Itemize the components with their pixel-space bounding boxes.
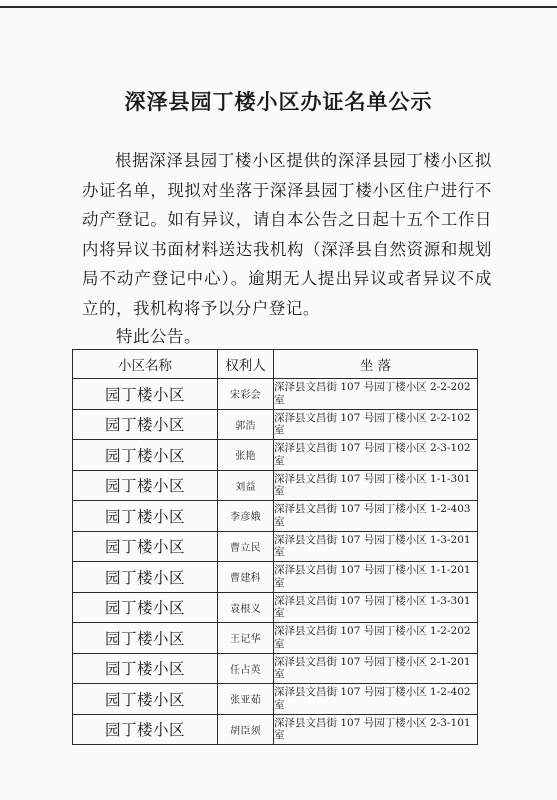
cell-owner: 王记华	[218, 623, 274, 654]
header-location: 坐 落	[274, 350, 478, 379]
cell-community: 园丁楼小区	[73, 470, 218, 501]
table-row	[73, 653, 478, 684]
cell-community: 园丁楼小区	[73, 440, 218, 471]
cell-owner: 曹建科	[218, 562, 274, 593]
cell-owner: 张艳	[218, 440, 274, 471]
cell-location: 深泽县文昌街 107 号园丁楼小区 1-3-301 室	[274, 592, 478, 623]
cell-owner: 李彦娥	[218, 501, 274, 532]
cell-community: 园丁楼小区	[73, 623, 218, 654]
cell-owner: 任占英	[218, 653, 274, 684]
cell-owner: 郭浩	[218, 409, 274, 440]
applicant-table	[72, 349, 478, 745]
announcement-body: 根据深泽县园丁楼小区提供的深泽县园丁楼小区拟办证名单，现拟对坐落于深泽县园丁楼小区住户进行不动产登记。如有异议，请自本公告之日起十五个工作日内将异议书面材料送达我机构（深泽县自然资源和规划局不动产登记中心）。逾期无人提出异议或者异议不成立的，我机构将予以分户登记。	[82, 151, 492, 318]
table-row	[73, 379, 478, 410]
cell-owner: 张亚茹	[218, 684, 274, 715]
top-border-line	[0, 6, 557, 8]
cell-location: 深泽县文昌街 107 号园丁楼小区 2-2-102 室	[274, 409, 478, 440]
cell-location: 深泽县文昌街 107 号园丁楼小区 2-2-202 室	[274, 379, 478, 410]
cell-community: 园丁楼小区	[73, 409, 218, 440]
cell-location: 深泽县文昌街 107 号园丁楼小区 1-2-403 室	[274, 501, 478, 532]
table-row	[73, 714, 478, 745]
cell-community: 园丁楼小区	[73, 531, 218, 562]
cell-owner: 胡臣须	[218, 714, 274, 745]
table-row	[73, 531, 478, 562]
cell-location: 深泽县文昌街 107 号园丁楼小区 1-2-202 室	[274, 623, 478, 654]
table-row	[73, 684, 478, 715]
table-row	[73, 592, 478, 623]
table-row	[73, 562, 478, 593]
cell-community: 园丁楼小区	[73, 501, 218, 532]
cell-owner: 曹立民	[218, 531, 274, 562]
page-title: 深泽县园丁楼小区办证名单公示	[124, 90, 433, 114]
cell-location: 深泽县文昌街 107 号园丁楼小区 1-2-402 室	[274, 684, 478, 715]
cell-community: 园丁楼小区	[73, 592, 218, 623]
cell-owner: 袁根义	[218, 592, 274, 623]
cell-community: 园丁楼小区	[73, 653, 218, 684]
announcement-closing: 特此公告。	[116, 327, 201, 346]
table-row	[73, 440, 478, 471]
header-owner: 权利人	[218, 350, 274, 379]
table-row	[73, 409, 478, 440]
cell-community: 园丁楼小区	[73, 379, 218, 410]
header-community: 小区名称	[73, 350, 218, 379]
table-row	[73, 623, 478, 654]
cell-community: 园丁楼小区	[73, 562, 218, 593]
table-header-row	[73, 350, 478, 379]
cell-owner: 刘益	[218, 470, 274, 501]
table-row	[73, 501, 478, 532]
cell-community: 园丁楼小区	[73, 684, 218, 715]
table-row	[73, 470, 478, 501]
cell-location: 深泽县文昌街 107 号园丁楼小区 2-3-101 室	[274, 714, 478, 745]
cell-location: 深泽县文昌街 107 号园丁楼小区 1-1-301 室	[274, 470, 478, 501]
cell-location: 深泽县文昌街 107 号园丁楼小区 1-3-201 室	[274, 531, 478, 562]
cell-location: 深泽县文昌街 107 号园丁楼小区 2-3-102 室	[274, 440, 478, 471]
cell-community: 园丁楼小区	[73, 714, 218, 745]
cell-location: 深泽县文昌街 107 号园丁楼小区 2-1-201 室	[274, 653, 478, 684]
cell-owner: 宋彩会	[218, 379, 274, 410]
cell-location: 深泽县文昌街 107 号园丁楼小区 1-1-201 室	[274, 562, 478, 593]
